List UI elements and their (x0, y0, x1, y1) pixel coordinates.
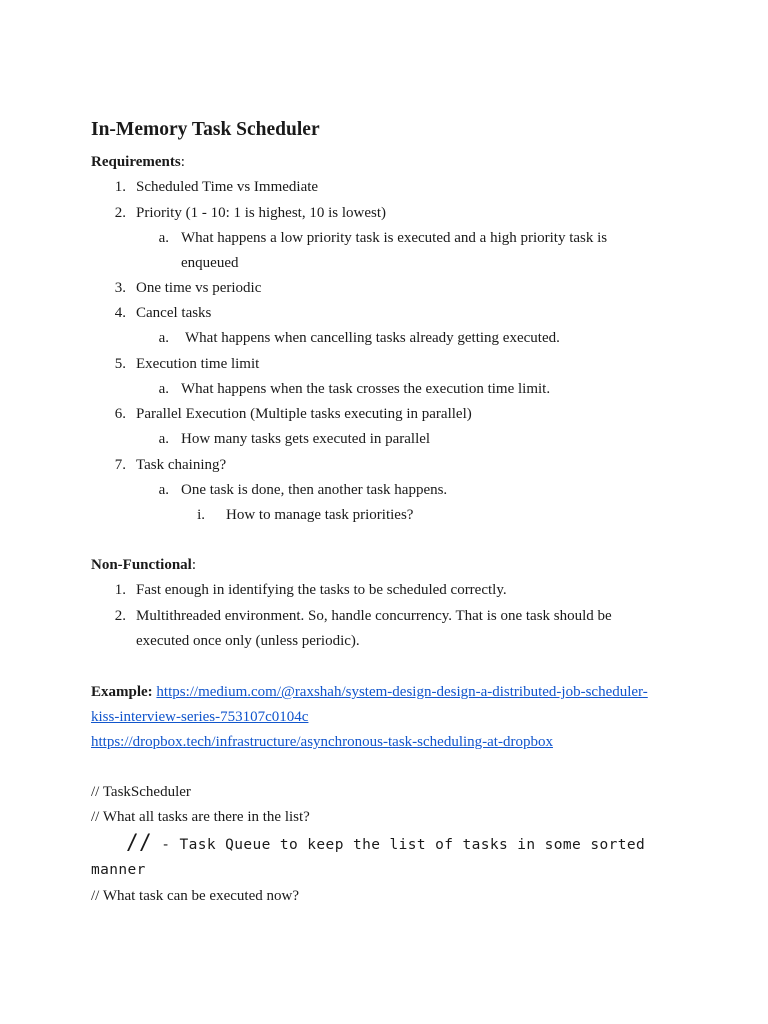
dropbox-article-link[interactable]: https://dropbox.tech/infrastructure/asynchronous-task-scheduling-at-dropbox (91, 734, 553, 750)
sub-item: How many tasks gets executed in parallel (181, 431, 431, 447)
code-comment-wrap: manner (91, 862, 146, 878)
sub-item-letter: a. (158, 431, 169, 447)
list-item-number: 6. (114, 406, 126, 422)
list-item-number: 7. (114, 457, 126, 473)
medium-article-link[interactable]: https://medium.com/@raxshah/system-design-design-a-distributed-job-scheduler- (156, 684, 648, 700)
comment-line: // What task can be executed now? (91, 888, 299, 904)
non-functional-heading-colon: : (191, 557, 197, 573)
comment-line: // What all tasks are there in the list? (91, 809, 310, 825)
list-item-continuation: executed once only (unless periodic). (136, 633, 360, 649)
document-title: In-Memory Task Scheduler (91, 119, 320, 140)
list-item: One time vs periodic (136, 280, 262, 296)
code-comment-slashes: // (126, 830, 153, 854)
list-item-number: 2. (114, 205, 126, 221)
requirements-heading-label: Requirements (91, 154, 181, 170)
list-item: Scheduled Time vs Immediate (136, 179, 319, 195)
sub-item-continuation: enqueued (181, 255, 239, 271)
list-item-number: 4. (114, 305, 126, 321)
code-comment-line (126, 832, 645, 855)
sub-sub-item: How to manage task priorities? (226, 507, 414, 523)
sub-item-letter: a. (158, 482, 169, 498)
sub-item-letter: a. (158, 381, 169, 397)
list-item: Multithreaded environment. So, handle concurrency. That is one task should be (136, 608, 612, 624)
code-comment-text: - Task Queue to keep the list of tasks in some sorted (152, 837, 646, 853)
list-item: Execution time limit (136, 356, 260, 372)
list-item: Cancel tasks (136, 305, 212, 321)
list-item: Task chaining? (136, 457, 227, 473)
list-item-number: 1. (114, 582, 126, 598)
list-item: Priority (1 - 10: 1 is highest, 10 is lowest) (136, 205, 386, 221)
medium-article-link-continuation[interactable]: kiss-interview-series-753107c0104c (91, 709, 309, 725)
list-item: Fast enough in identifying the tasks to be scheduled correctly. (136, 582, 507, 598)
sub-item-letter: a. (158, 330, 169, 346)
example-link-2-line (91, 732, 553, 752)
non-functional-heading (91, 555, 196, 575)
example-label: Example: (91, 684, 153, 700)
sub-item: What happens when the task crosses the execution time limit. (181, 381, 551, 397)
sub-item-letter: a. (158, 230, 169, 246)
list-item: Parallel Execution (Multiple tasks executing in parallel) (136, 406, 472, 422)
requirements-heading-colon: : (180, 154, 185, 170)
list-item-number: 3. (114, 280, 126, 296)
sub-item: One task is done, then another task happens. (181, 482, 448, 498)
comment-line: // TaskScheduler (91, 784, 191, 800)
example-link-wrap (91, 707, 308, 727)
list-item-number: 2. (114, 608, 126, 624)
example-line (91, 682, 648, 702)
list-item-number: 1. (114, 179, 126, 195)
requirements-heading (91, 152, 185, 172)
sub-item: What happens when cancelling tasks already getting executed. (185, 330, 560, 346)
list-item-number: 5. (114, 356, 126, 372)
sub-item: What happens a low priority task is executed and a high priority task is (181, 230, 608, 246)
sub-sub-item-numeral: i. (197, 507, 205, 523)
non-functional-heading-label: Non-Functional (91, 557, 192, 573)
